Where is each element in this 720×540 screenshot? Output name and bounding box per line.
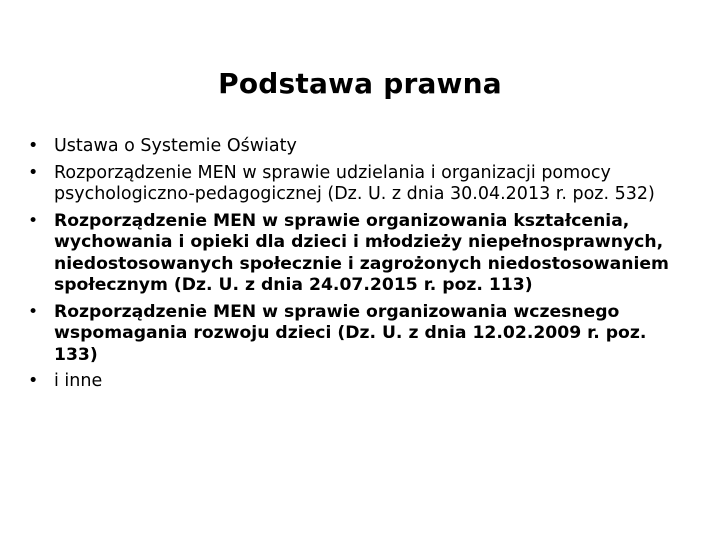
bullet-icon: • (28, 301, 39, 322)
bullet-icon: • (28, 136, 39, 156)
bullet-item-ustawa (28, 136, 696, 158)
bullet-item-inne (28, 371, 696, 393)
bullet-list (28, 136, 696, 398)
bullet-text: Ustawa o Systemie Oświaty (54, 136, 297, 156)
bullet-icon: • (28, 162, 39, 183)
bullet-item-wczesne-wspomaganie (28, 302, 696, 367)
bullet-icon: • (28, 210, 39, 231)
bullet-text: Rozporządzenie MEN w sprawie organizowania kształcenia, wychowania i opieki dla dzieci i młodzieży niepełnosprawnych, niedostosowanych społecznie i zagrożonych niedostosowaniem społecznym (Dz. U. z dnia 24.07.2015 r. poz. 113) (54, 210, 669, 295)
slide-title: Podstawa prawna (218, 67, 502, 100)
bullet-item-ksztalcenie (28, 211, 696, 297)
bullet-text: Rozporządzenie MEN w sprawie udzielania i organizacji pomocy psychologiczno-pedagogicznej (Dz. U. z dnia 30.04.2013 r. poz. 532) (54, 162, 655, 204)
bullet-text: Rozporządzenie MEN w sprawie organizowania wczesnego wspomagania rozwoju dzieci (Dz. U. z dnia 12.02.2009 r. poz. 133) (54, 301, 647, 365)
bullet-icon: • (28, 371, 39, 391)
bullet-text: i inne (54, 371, 103, 391)
bullet-item-pomoc-pp (28, 163, 696, 206)
